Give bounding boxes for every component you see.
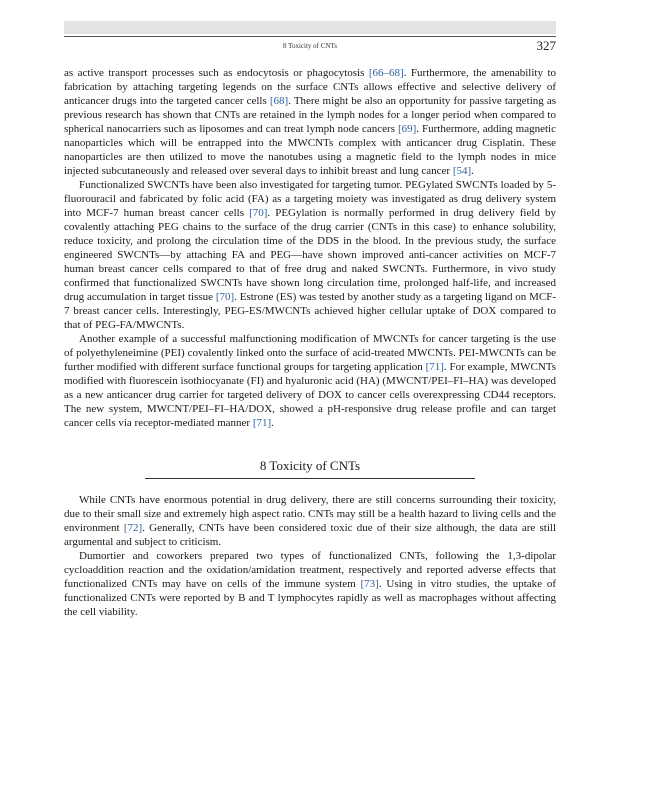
paragraph-text: . (471, 165, 474, 177)
paragraph-text: . Furthermore, the amenability to fabrication by attaching targeting legends on the surface CNTs allows effective and selective delivery of anticancer drugs into the targeted cancer cells (64, 67, 557, 107)
citation-link[interactable]: [70] (215, 291, 235, 303)
paragraph-text: Another example of a successful malfunctioning modification of MWCNTs for cancer targeting is the use of polyethyleneimine (PEI) covalently linked onto the surface of acid-treated MWCNTs. PEI-MWCNTs can be further modified with different surface functional groups for targeting application (64, 333, 556, 373)
section-paragraphs (64, 493, 556, 619)
top-gray-bar (64, 21, 556, 34)
citation-link[interactable]: [68] (269, 95, 289, 107)
page-number: 327 (536, 38, 556, 53)
paragraph-text: as active transport processes such as endocytosis or phagocytosis (64, 67, 369, 79)
section-heading: 8 Toxicity of CNTs (259, 458, 361, 473)
section-heading-rule (145, 478, 475, 479)
paragraph-text: . (271, 417, 274, 429)
page-body (64, 66, 556, 619)
paragraph-text: Functionalized SWCNTs have been also investigated for targeting tumor. PEGylated SWCNTs loaded by 5-fluorouracil and fabricated by folic acid (FA) as a targeting moiety was investigated as drug delivery system into MCF-7 human breast cancer cells (64, 179, 556, 219)
paragraph (64, 178, 556, 332)
paragraph-text: Dumortier and coworkers prepared two types of functionalized CNTs, following the 1,3-dipolar cycloaddition reaction and the oxidation/amidation treatment, respectively and reported adverse effects that functionalized CNTs may have on cells of the immune system (64, 550, 556, 590)
citation-link[interactable]: [72] (123, 522, 143, 534)
paragraph-text: . Estrone (ES) was tested by another study as a targeting ligand on MCF-7 breast cancer cells. Interestingly, PEG-ES/MWCNTs achieved higher cellular uptake of DOX compared to that of PEG-FA/MWCNTs. (64, 291, 556, 331)
paragraph-text: . Furthermore, adding magnetic nanoparticles which will be entrapped into the MWCNTs complex with anticancer drug Cisplatin. These nanoparticles are then utilized to move the nanotubes using a magnetic field to the lymph nodes in mice injected subcutaneously and released over several days to inhibit breast and lung cancer (64, 123, 556, 177)
citation-link[interactable]: [73] (360, 578, 379, 590)
citation-link[interactable]: [70] (249, 207, 268, 219)
running-head: 8 Toxicity of CNTs (283, 42, 337, 50)
paragraph-text: . PEGylation is normally performed in drug delivery field by covalently attaching PEG chains to the surface of the drug carrier (CNTs in this case) to enhance solubility, reduce toxicity, and prolong the circulation time of the DDS in the blood. In the previous study, the surface engineered SWCNTs—by attaching FA and PEG—have shown improved anti-cancer activities on MCF-7 human breast cancer cells compared to that of free drug and naked SWCNTs. Furthermore, in vivo study confirmed that functionalized SWCNTs have shown long circulation time, prolonged half-life, and increased drug accumulation in target tissue (64, 207, 556, 303)
paragraph (64, 332, 556, 430)
page-header (64, 36, 556, 53)
citation-link[interactable]: [66–68] (368, 67, 404, 79)
citation-link[interactable]: [71] (425, 361, 444, 373)
paragraph-text: While CNTs have enormous potential in drug delivery, there are still concerns surrounding their toxicity, due to their small size and extremely high aspect ratio. CNTs may still be a health hazard to living cells and the environment (64, 494, 556, 534)
paragraph (64, 549, 556, 619)
paragraph-text: . Generally, CNTs have been considered toxic due of their size although, the data are still argumental and subject to criticism. (64, 522, 556, 548)
paragraph (64, 66, 556, 178)
paragraph-text: . There might be also an opportunity for passive targeting as previous research has shown that CNTs are retained in the lymph nodes for a longer period when compared to spherical nanocarriers such as liposomes and can treat lymph node cancers (64, 95, 556, 135)
citation-link[interactable]: [71] (252, 417, 272, 429)
paragraph-text: . Using in vitro studies, the uptake of functionalized CNTs were reported by B and T lymphocytes rapidly as well as macrophages without affecting the cell viability. (64, 578, 557, 618)
citation-link[interactable]: [69] (397, 123, 417, 135)
paragraph-text: . For example, MWCNTs modified with fluorescein isothiocyanate (FI) and hyaluronic acid (HA) (MWCNT/PEI–FI–HA) was developed as a new anticancer drug carrier for targeted delivery of DOX to cancer cells overexpressing CD44 receptors. The new system, MWCNT/PEI–FI–HA/DOX, showed a pH-responsive drug release profile and can target cancer cells via receptor-mediated manner (64, 361, 556, 429)
body-paragraphs (64, 66, 556, 430)
citation-link[interactable]: [54] (452, 165, 472, 177)
paragraph (64, 493, 556, 549)
